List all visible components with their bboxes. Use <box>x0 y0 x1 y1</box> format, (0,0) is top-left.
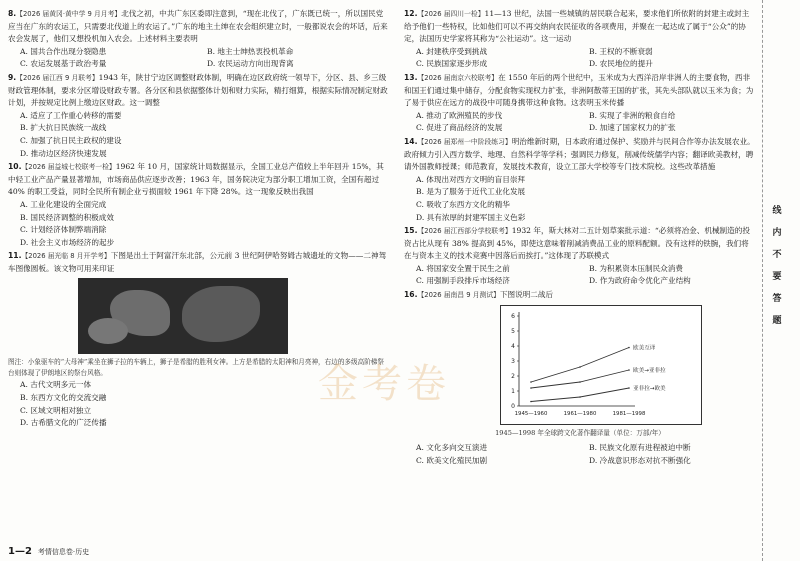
option-d[interactable]: D. 冷战意识形态对抗不断强化 <box>589 455 691 465</box>
question-stem: 北伐之初，中共广东区委即注意到，“现在北伐了，广东既已统一，所以国民党应当在广东的农运工，只需要北伐道上的农运了。”广东的地主土绅在农会组织建立时，一般都说农会的坏话，后来农会发展了，他们又想投机加入农会。上述材料主要表明 <box>8 9 388 44</box>
data-point <box>579 381 581 383</box>
option-d[interactable]: D. 推动边区经济快速发展 <box>20 148 107 158</box>
options <box>8 46 388 71</box>
option-d[interactable]: D. 农民运动方向出现背离 <box>207 59 294 69</box>
option-b[interactable]: B. 为积累资本压制民众消费 <box>589 263 683 273</box>
question-number: 14. <box>404 136 418 146</box>
question-stem: 1962 年 10 月，国家统计局数据显示，全国工业总产值较上半年回升 15%，其中轻工业产品产量显著增加，市场商品供应逐步改善；1963 年，国务院决定为部分职工增加工资，全国有超过 40% 的职工受益，同时全民所有制企业亏损面较 1961 年下降 28%。这一现象反映出我国 <box>8 162 384 197</box>
question-number: 15. <box>404 226 418 236</box>
option-d[interactable]: D. 具有浓厚的封建军国主义色彩 <box>416 212 526 222</box>
x-tick-label: 1981—1998 <box>612 410 646 417</box>
question-13 <box>404 72 756 135</box>
question-source: 【2026 届益城七校联考一检】 <box>21 163 116 172</box>
artifact-photo <box>78 278 288 354</box>
question-10 <box>8 161 388 249</box>
question-source: 【2026 届四川一检】 <box>417 10 485 18</box>
option-a[interactable]: A. 文化多向交互演进 <box>416 443 488 453</box>
series-line <box>531 370 629 388</box>
right-column <box>404 8 756 468</box>
option-a[interactable]: A. 体现出对西方文明的盲目崇拜 <box>416 174 526 184</box>
option-a[interactable]: A. 适应了工作重心转移的需要 <box>20 110 122 120</box>
option-a[interactable]: A. 古代文明多元一体 <box>20 380 92 390</box>
option-d[interactable]: D. 农民地位的提升 <box>589 59 653 69</box>
question-stem: 下图是出土于阿富汗东北部，公元前 3 世纪阿伊哈努姆古城遗址的文物——二神驾车图像圆板。该文物可用来印证 <box>8 251 387 273</box>
question-source: 【2026 届光临 8 月开学考】 <box>21 252 111 261</box>
artifact-figure <box>88 318 128 344</box>
data-point <box>579 366 581 368</box>
option-c[interactable]: C. 农运发展基于政治考量 <box>20 59 107 69</box>
question-16 <box>404 289 756 467</box>
question-8 <box>8 8 388 71</box>
option-c[interactable]: C. 吸收了东西方文化的精华 <box>416 199 510 209</box>
y-tick-label: 0 <box>511 402 515 410</box>
series-label: 亚非拉→欧美 <box>633 385 666 392</box>
question-number: 16. <box>404 290 418 300</box>
question-source: 【2026 届郑州一中阶段练习】 <box>417 137 512 146</box>
question-number: 9. <box>8 72 17 82</box>
translation-line-chart <box>500 305 702 425</box>
option-c[interactable]: C. 用强制手段排斥市场经济 <box>416 276 510 286</box>
options <box>404 110 756 135</box>
x-tick-label: 1961—1980 <box>563 410 597 417</box>
binding-char: 要 <box>772 272 782 282</box>
question-stem: 1932 年，斯大林对二五计划草案批示道：“必须将冶金、机械制造的投资占比从现有 38% 提高到 45%，即使这意味着削减消费品工业的原料配额。没有这样的铁腕，我们将在与资本主义的技术竞赛中因落后而挨打。”这体现了苏联模式 <box>404 226 750 261</box>
question-number: 8. <box>8 9 17 18</box>
question-number: 13. <box>404 72 418 82</box>
option-b[interactable]: B. 扩大抗日民族统一战线 <box>20 123 107 133</box>
options <box>404 442 756 467</box>
option-a[interactable]: A. 工业化建设的全面完成 <box>20 199 107 209</box>
option-b[interactable]: B. 是为了服务于近代工业化发展 <box>416 187 526 197</box>
binding-char: 内 <box>772 228 782 238</box>
binding-char: 答 <box>772 294 782 304</box>
option-d[interactable]: D. 古希腊文化的广泛传播 <box>20 418 107 428</box>
binding-notice <box>770 200 784 332</box>
option-d[interactable]: D. 作为政府命令优化产业结构 <box>589 276 691 286</box>
option-b[interactable]: B. 实现了非洲的粮食自给 <box>589 110 676 120</box>
question-number: 12. <box>404 9 418 18</box>
series-label: 欧美→亚非拉 <box>633 367 666 374</box>
series-label: 欧美互译 <box>633 345 656 352</box>
data-point <box>628 387 630 389</box>
data-point <box>530 387 532 389</box>
option-b[interactable]: B. 王权的不断衰弱 <box>589 46 653 56</box>
option-a[interactable]: A. 推动了欧洲殖民的步伐 <box>416 110 503 120</box>
options <box>404 263 756 288</box>
question-stem: 明治维新时期，日本政府通过保护、奖励并与民间合作等办法发展农业。政府倾力引入西方数学、地理、自然科学等学科；强调民力修复，削减传统儒学内容；翻译欧美教材，聘请外国教师授课；师范教育，发展技术教育，设立工部大学校等专门技术院校。这些改革措施 <box>404 136 755 172</box>
option-d[interactable]: D. 加速了国家权力的扩张 <box>589 123 676 133</box>
book-title: 考情信息卷·历史 <box>37 547 90 556</box>
option-c[interactable]: C. 民族国家逐步形成 <box>416 59 488 69</box>
option-b[interactable]: B. 东西方文化的交流交融 <box>20 393 107 403</box>
option-a[interactable]: A. 将国家安全置于民生之前 <box>416 263 510 273</box>
binding-char: 不 <box>772 250 782 260</box>
option-b[interactable]: B. 国民经济调整的积极成效 <box>20 212 114 222</box>
option-c[interactable]: C. 促进了商品经济的发展 <box>416 123 503 133</box>
question-stem: 在 1550 年后的两个世纪中，玉米成为大西洋沿岸非洲人的主要食物，西非和国王们通过集中储存，分配食物实现权力扩张，非洲阿散蒂王国的扩张，其先头部队就以玉米为食；为了易于供应在远方的战役中可随身携带这种食物。这表明玉米传播 <box>404 72 754 108</box>
binding-char: 题 <box>772 316 782 326</box>
binding-line <box>762 0 764 561</box>
data-point <box>579 396 581 398</box>
question-source: 【2026 届南昌 9 月测试】 <box>417 291 500 300</box>
question-stem: 下图说明二战后 <box>499 290 554 300</box>
option-a[interactable]: A. 国共合作出现分裂隐患 <box>20 46 107 56</box>
question-14 <box>404 136 756 224</box>
data-point <box>530 400 532 402</box>
y-tick-label: 6 <box>511 312 515 320</box>
data-point <box>628 369 630 371</box>
artifact-figure <box>182 286 260 342</box>
question-number: 10. <box>8 162 22 172</box>
option-c[interactable]: C. 区域文明相对独立 <box>20 405 92 415</box>
option-c[interactable]: C. 计划经济体制弊端消除 <box>20 225 107 235</box>
question-stem: 1943 年，陕甘宁边区调整财政体制，明确在边区政府统一领导下，分区、县、乡三级财政管理体制，要求分区增设财政专署。各分区和县依据整体计划和财力实际，精打细算，根据实际情况制定财政计划，并按规定比例上缴边区财政。这一调整 <box>8 72 388 108</box>
y-tick-label: 5 <box>511 327 515 335</box>
image-caption: 图注：小象驱车的“大母神”乘坐在狮子拉的车辆上，狮子是希腊的胜利女神。上方是希腊的太阳神和月亮神，右边的多级高阶梯祭台则体现了伊朗地区的祭台风格。 <box>8 358 384 378</box>
options <box>404 46 756 71</box>
y-tick-label: 1 <box>511 387 515 395</box>
question-number: 11. <box>8 251 22 261</box>
page-footer <box>8 546 89 557</box>
y-tick-label: 3 <box>511 357 515 365</box>
option-b[interactable]: B. 地主士绅热衷投机革命 <box>207 46 294 56</box>
watermark: 金考卷 <box>318 361 450 407</box>
chart-svg <box>501 306 701 424</box>
question-15 <box>404 225 756 288</box>
series-line <box>531 388 629 402</box>
page-number: 1—2 <box>8 546 32 557</box>
data-point <box>530 381 532 383</box>
question-12 <box>404 8 756 71</box>
y-tick-label: 2 <box>511 372 515 380</box>
x-tick-label: 1945—1960 <box>514 410 548 417</box>
y-tick-label: 4 <box>511 342 515 350</box>
series-line <box>531 347 629 382</box>
option-d[interactable]: D. 社会主义市场经济的起步 <box>20 237 115 247</box>
option-a[interactable]: A. 封建秩序受到挑战 <box>416 46 488 56</box>
question-source: 【2026 届南京六校联考】 <box>417 73 499 82</box>
binding-char: 线 <box>772 206 782 216</box>
question-source: 【2026 届江西 9 月联考】 <box>16 73 99 82</box>
question-source: 【2026 届黄冈·黄中学 9 月月考】 <box>16 10 122 18</box>
chart-caption: 1945—1998 年全球跨文化著作翻译量（单位：万部/年） <box>495 428 665 437</box>
question-source: 【2026 届江西部分学校联考】 <box>417 227 512 236</box>
question-stem: 11—13 世纪，法国一些城镇的居民联合起来，要求他们所依附的封建主或封主给予他们一些特权，比如他们可以不再交纳向农民征收的各项费用，并聚在一起达成了属于“公众”的协定，法国历史学家将其称为“公社运动”。这一运动 <box>404 9 750 44</box>
option-c[interactable]: C. 欧美文化殖民加剧 <box>416 455 488 465</box>
option-c[interactable]: C. 加强了抗日民主政权的建设 <box>20 135 122 145</box>
option-b[interactable]: B. 民族文化原有进程被迫中断 <box>589 443 691 453</box>
data-point <box>628 346 630 348</box>
question-9 <box>8 72 388 160</box>
